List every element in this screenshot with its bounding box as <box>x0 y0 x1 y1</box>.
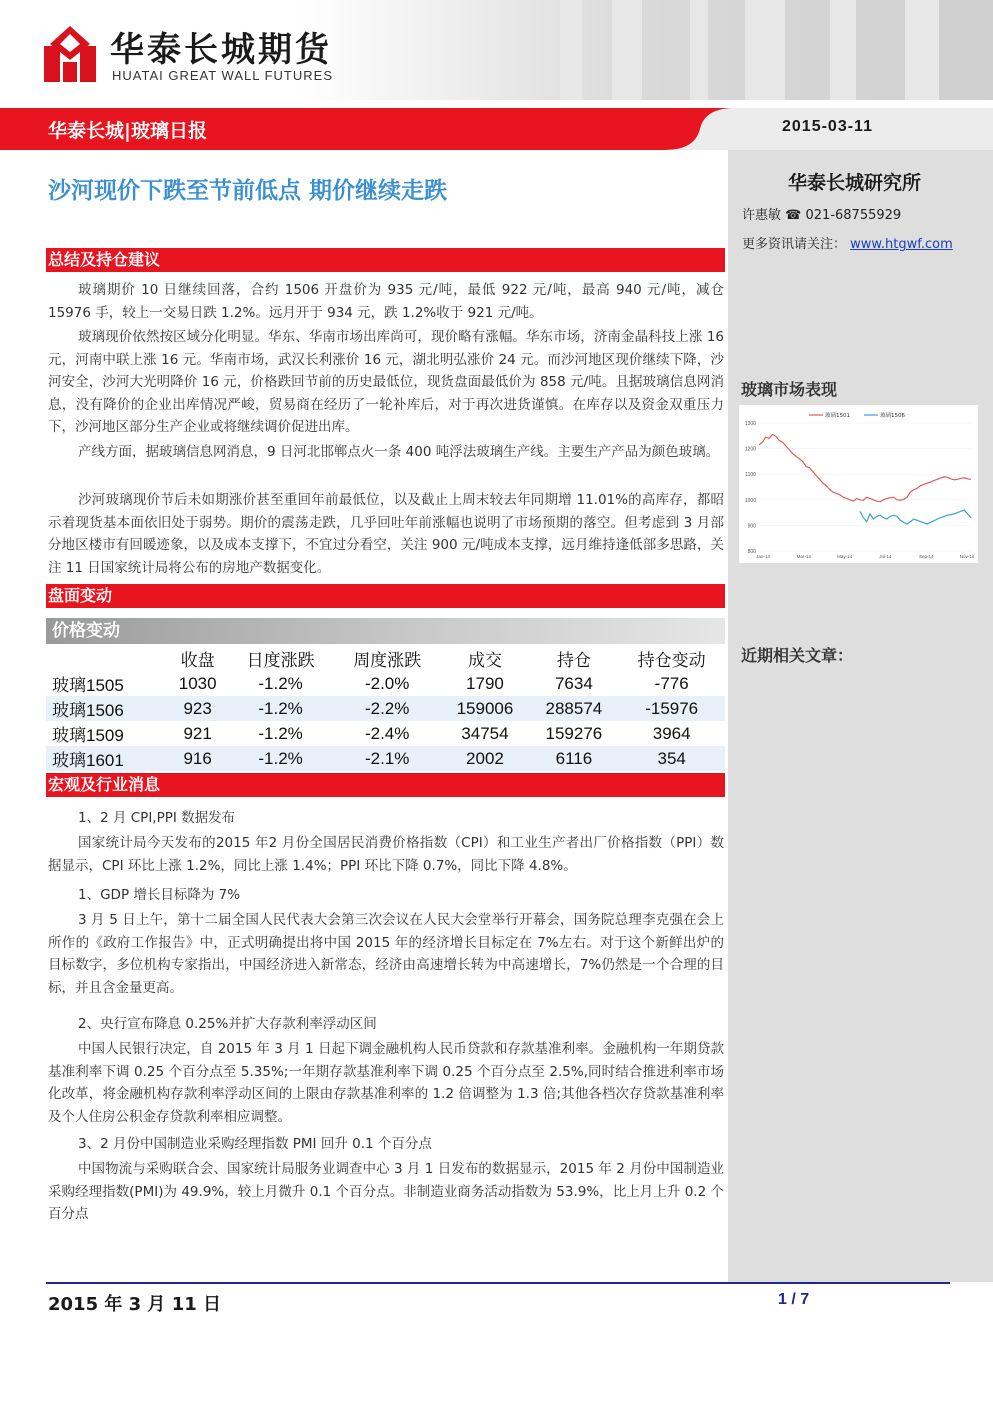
table-header: 周度涨跌 <box>353 651 422 670</box>
table-cell: -2.1% <box>334 746 441 771</box>
table-header: 收盘 <box>180 651 215 670</box>
table-cell: 1790 <box>466 673 504 693</box>
report-label: 华泰长城|玻璃日报 <box>48 120 207 142</box>
news-title: 3、2 月份中国制造业采购经理指数 PMI 回升 0.1 个百分点 <box>78 1136 432 1152</box>
decorative-column <box>612 0 642 100</box>
page-title: 沙河现价下跌至节前低点 期价继续走跌 <box>48 178 448 204</box>
related-articles-title: 近期相关文章： <box>741 646 854 665</box>
table-cell: 916 <box>168 746 227 771</box>
table-row <box>46 696 725 721</box>
analyst-contact <box>742 204 901 223</box>
chart-series-line <box>759 435 971 502</box>
market-chart-svg <box>739 405 978 563</box>
news-body: 中国人民银行决定，自 2015 年 3 月 1 日起下调金融机构人民币贷款和存款基准利率。金融机构一年期贷款基准利率下调 0.25 个百分点至 5.35%;一年期存款基准利率下调 0.25 个百分点至 2.5%,同时结合推进利率市场化改革，将金融机构存款利率浮动区间的上限由存款基准利率的 1.2 倍调整为 1.3 倍;其他各档次存贷款基准利率及个人住房公积金存贷款利率相应调整。 <box>48 1041 724 1125</box>
section-market: 盘面变动 <box>46 584 725 608</box>
table-header: 日度涨跌 <box>246 651 315 670</box>
page-header <box>0 0 993 100</box>
chart-legend-label: 玻璃1506 <box>880 413 905 419</box>
phone-icon: ☎ <box>785 208 802 223</box>
decorative-column <box>830 0 856 100</box>
table-header-row <box>46 646 725 671</box>
chart-title: 玻璃市场表现 <box>741 380 838 399</box>
table-cell: -1.2% <box>227 746 334 771</box>
company-name-cn: 华泰长城期货 <box>110 30 332 70</box>
table-row <box>46 721 725 746</box>
table-cell: 921 <box>183 723 212 743</box>
news-title: 2、央行宣布降息 0.25%并扩大存款利率浮动区间 <box>78 1016 377 1032</box>
sidebar <box>728 150 993 1282</box>
news-body: 国家统计局今天发布的2015 年2 月份全国居民消费价格指数（CPI）和工业生产者出厂价格指数（PPI）数据显示，CPI 环比上涨 1.2%，同比上涨 1.4%；PPI 环比下降 0.7%，同比下降 4.8%。 <box>48 835 724 874</box>
chart-x-tick-label: Jan-14 <box>756 554 770 559</box>
decorative-column <box>690 0 708 100</box>
table-cell: -1.2% <box>258 723 303 743</box>
news-title: 1、GDP 增长目标降为 7% <box>78 887 241 903</box>
chart-x-tick-label: May-14 <box>837 554 853 559</box>
table-cell: -2.2% <box>334 696 441 721</box>
table-cell: -2.0% <box>364 673 410 693</box>
company-name-en: HUATAI GREAT WALL FUTURES <box>112 68 333 83</box>
chart-y-tick-label: 800 <box>747 549 756 555</box>
chart-y-tick-label: 1000 <box>744 497 756 504</box>
company-logo-icon <box>42 24 98 84</box>
chart-x-tick-label: Sep-14 <box>918 554 934 559</box>
contract-name: 玻璃1601 <box>46 746 168 771</box>
table-cell: -2.4% <box>364 723 410 743</box>
table-header <box>46 646 168 671</box>
chart-x-tick-label: Mar-14 <box>796 554 811 559</box>
table-cell: 7634 <box>554 673 593 693</box>
decorative-column <box>905 0 939 100</box>
table-cell: -15976 <box>618 696 725 721</box>
chart-y-tick-label: 1300 <box>744 421 756 427</box>
chart-legend-label: 玻璃1501 <box>825 413 850 419</box>
table-header: 持仓 <box>556 651 591 670</box>
table-cell: -1.2% <box>258 673 303 693</box>
table-cell: 159276 <box>545 723 603 743</box>
table-cell: 923 <box>168 696 227 721</box>
footer-date: 2015 年 3 月 11 日 <box>48 1294 222 1315</box>
report-date: 2015-03-11 <box>782 118 873 135</box>
table-cell: 354 <box>618 746 725 771</box>
table-cell: 288574 <box>529 696 618 721</box>
website-link[interactable]: www.htgwf.com <box>850 237 953 252</box>
summary-paragraph: 产线方面，据玻璃信息网消息，9 日河北邯郸点火一条 400 吨浮法玻璃生产线。主要生产产品为颜色玻璃。 <box>78 444 720 460</box>
section-summary: 总结及持仓建议 <box>46 248 725 272</box>
news-title: 1、2 月 CPI,PPI 数据发布 <box>78 810 236 826</box>
table-header: 持仓变动 <box>637 651 706 670</box>
contract-name: 玻璃1506 <box>46 696 168 721</box>
table-cell: 159006 <box>440 696 529 721</box>
summary-paragraph: 沙河玻璃现价节后未如期涨价甚至重回年前最低位，以及截止上周末较去年同期增 11.01%的高库存，都昭示着现货基本面依旧处于弱势。期价的震荡走跌，几乎回吐年前涨幅也说明了市场预期的落空。但考虑到 3 月部分地区楼市有回暖迹象，以及成本支撑下，不宜过分看空，关注 900 元/吨成本支撑，远月维持逢低部多思路，关注 11 日国家统计局将公布的房地产数据变化。 <box>48 492 724 576</box>
chart-series-line <box>860 510 971 524</box>
page-number: 1 / 7 <box>778 1291 810 1308</box>
table-cell: 1030 <box>178 673 217 693</box>
chart-y-tick-label: 1100 <box>745 472 756 479</box>
chart-y-tick-label: 900 <box>747 523 756 530</box>
decorative-column <box>560 0 582 100</box>
chart-y-tick-label: 1200 <box>744 446 756 453</box>
analyst-name: 许惠敏 <box>742 208 782 223</box>
contract-name: 玻璃1505 <box>52 676 124 695</box>
summary-paragraph: 玻璃期价 10 日继续回落，合约 1506 开盘价为 935 元/吨，最低 922 元/吨，最高 940 元/吨，减仓 15976 手，较上一交易日跌 1.2%。远月开于 934 元，跌 1.2%收于 921 元/吨。 <box>48 282 724 321</box>
more-info <box>742 233 953 252</box>
table-cell: -776 <box>654 673 689 693</box>
table-cell: 3964 <box>652 723 691 743</box>
table-cell: 2002 <box>440 746 529 771</box>
chart-x-tick-label: Jul-14 <box>879 554 892 559</box>
decorative-column <box>745 0 785 100</box>
table-row <box>46 671 725 696</box>
chart-x-tick-label: Nov-14 <box>959 554 975 559</box>
table-cell: -1.2% <box>227 696 334 721</box>
footer-divider <box>46 1282 950 1284</box>
more-info-label: 更多资讯请关注： <box>742 237 847 252</box>
research-institute: 华泰长城研究所 <box>788 172 922 194</box>
contract-name: 玻璃1509 <box>52 726 124 745</box>
table-header: 成交 <box>467 651 502 670</box>
subsection-price: 价格变动 <box>46 618 725 644</box>
analyst-phone: 021-68755929 <box>805 208 902 223</box>
price-table <box>46 646 725 771</box>
market-chart <box>739 405 978 563</box>
summary-paragraph: 玻璃现价依然按区域分化明显。华东、华南市场出库尚可，现价略有涨幅。华东市场，济南金晶科技上涨 16 元，河南中联上涨 16 元。华南市场，武汉长利涨价 16 元，湖北明弘涨价 24 元。而沙河地区现价继续下降，沙河安全，沙河大光明降价 16 元，价格跌回节前的历史最低位，现货盘面最低价为 858 元/吨。且据玻璃信息网消息，没有降价的企业出库情况严峻，贸易商在经历了一轮补库后，对于再次进货谨慎。在库存以及资金双重压力下，沙河地区部分生产企业或将继续调价促进出库。 <box>48 329 724 435</box>
table-cell: 6116 <box>529 746 618 771</box>
news-body: 3 月 5 日上午，第十二届全国人民代表大会第三次会议在人民大会堂举行开幕会，国务院总理李克强在会上所作的《政府工作报告》中，正式明确提出将中国 2015 年的经济增长目标定在 7%左右。对于这个新鲜出炉的目标数字，多位机构专家指出，中国经济进入新常态，经济由高速增长转为中高速增长，7%仍然是一个合理的目标，并且含金量更高。 <box>48 912 724 996</box>
section-macro: 宏观及行业消息 <box>46 773 725 797</box>
report-banner <box>0 108 993 150</box>
table-cell: 34754 <box>461 723 509 743</box>
news-body: 中国物流与采购联合会、国家统计局服务业调查中心 3 月 1 日发布的数据显示，2015 年 2 月份中国制造业采购经理指数(PMI)为 49.9%，较上月微升 0.1 个百分点。非制造业商务活动指数为 53.9%，比上月上升 0.2 个百分点 <box>48 1161 724 1222</box>
table-row <box>46 746 725 771</box>
